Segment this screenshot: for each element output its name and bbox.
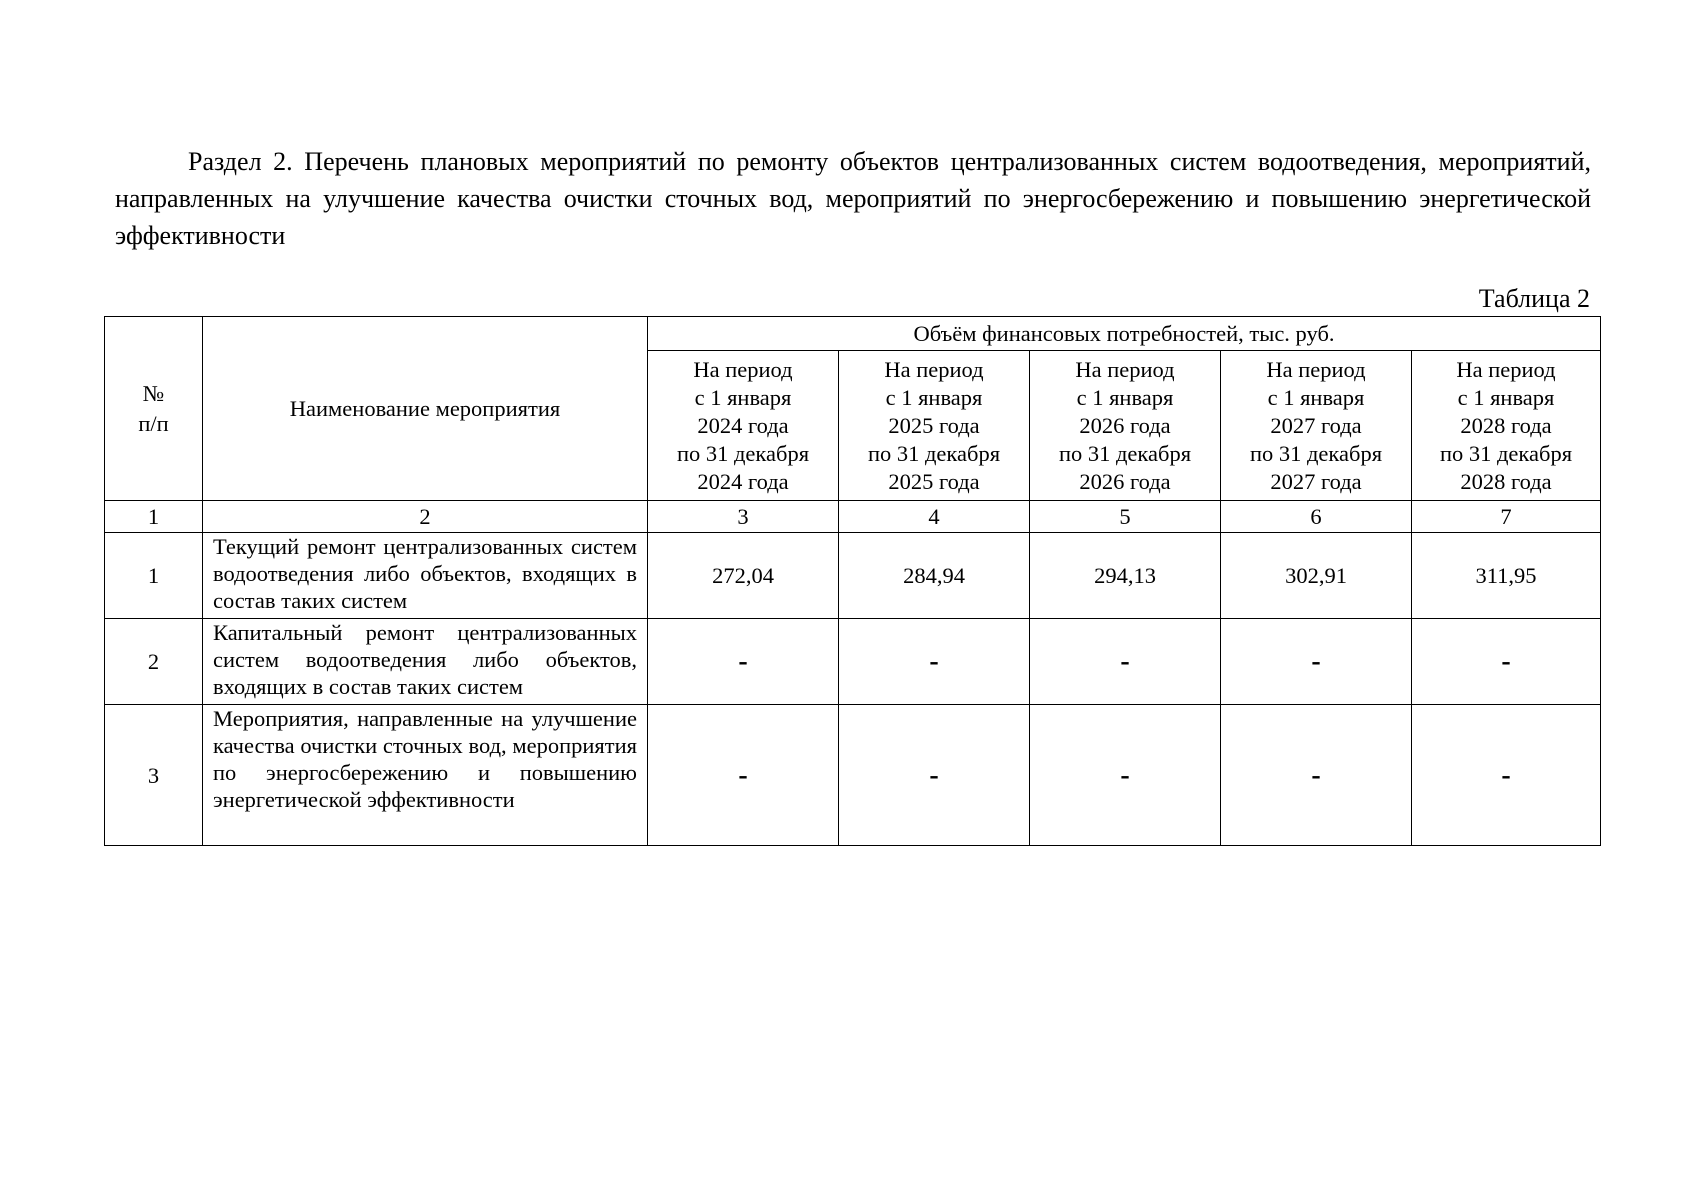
row-value: 284,94 [839,533,1030,619]
row-value: - [1221,619,1412,705]
period-line: 2025 года [888,468,980,494]
period-line: На период [1266,356,1366,382]
row-num: 3 [105,705,203,846]
row-value: - [1030,705,1221,846]
column-number: 3 [648,501,839,533]
period-line: 2026 года [1079,468,1171,494]
header-name: Наименование мероприятия [203,317,648,501]
row-value: - [1412,705,1601,846]
column-number: 1 [105,501,203,533]
period-line: 2026 года [1079,412,1171,438]
period-line: 2024 года [697,412,789,438]
period-line: с 1 января [1267,384,1365,410]
table-row [105,533,1601,619]
row-value: - [839,619,1030,705]
header-period-2025 [839,351,1030,501]
period-line: с 1 января [1076,384,1174,410]
period-line: по 31 декабря [1439,440,1573,466]
row-value: 272,04 [648,533,839,619]
period-line: по 31 декабря [1249,440,1383,466]
header-group: Объём финансовых потребностей, тыс. руб. [648,317,1601,351]
column-number: 6 [1221,501,1412,533]
header-period-2026 [1030,351,1221,501]
header-period-2027 [1221,351,1412,501]
period-line: 2028 года [1460,412,1552,438]
row-name: Капитальный ремонт централизованных систем водоотведения либо объектов, входящих в состав таких систем [203,619,648,705]
period-line: с 1 января [1457,384,1555,410]
table-row [105,705,1601,846]
period-line: по 31 декабря [867,440,1001,466]
financial-needs-table [104,316,1601,846]
period-line: по 31 декабря [676,440,810,466]
row-value: - [1221,705,1412,846]
period-line: На период [693,356,793,382]
period-line: с 1 января [694,384,792,410]
column-number: 7 [1412,501,1601,533]
row-value: 311,95 [1412,533,1601,619]
row-value: - [1030,619,1221,705]
table-row [105,619,1601,705]
section-heading: Раздел 2. Перечень плановых мероприятий по ремонту объектов централизованных систем водоотведения, мероприятий, направленных на улучшение качества очистки сточных вод, мероприятий по энергосбережению и повышению энергетической эффективности [115,147,1591,250]
column-number: 5 [1030,501,1221,533]
row-value: - [648,705,839,846]
period-line: На период [884,356,984,382]
row-value: - [839,705,1030,846]
period-line: На период [1456,356,1556,382]
period-line: 2025 года [888,412,980,438]
period-line: 2028 года [1460,468,1552,494]
row-value: 294,13 [1030,533,1221,619]
row-num: 1 [105,533,203,619]
period-line: На период [1075,356,1175,382]
header-row-1 [105,317,1601,351]
column-number-row [105,501,1601,533]
period-line: 2027 года [1270,412,1362,438]
table-label: Таблица 2 [1478,284,1590,313]
row-num: 2 [105,619,203,705]
row-value: - [648,619,839,705]
period-line: 2027 года [1270,468,1362,494]
header-num: № п/п [105,317,203,501]
row-value: 302,91 [1221,533,1412,619]
header-period-2024 [648,351,839,501]
row-name: Текущий ремонт централизованных систем водоотведения либо объектов, входящих в состав таких систем [203,533,648,619]
period-line: с 1 января [885,384,983,410]
row-name: Мероприятия, направленные на улучшение качества очистки сточных вод, мероприятия по энергосбережению и повышению энергетической эффективности [203,705,648,846]
period-line: 2024 года [697,468,789,494]
period-line: по 31 декабря [1058,440,1192,466]
column-number: 2 [203,501,648,533]
header-period-2028 [1412,351,1601,501]
row-value: - [1412,619,1601,705]
column-number: 4 [839,501,1030,533]
